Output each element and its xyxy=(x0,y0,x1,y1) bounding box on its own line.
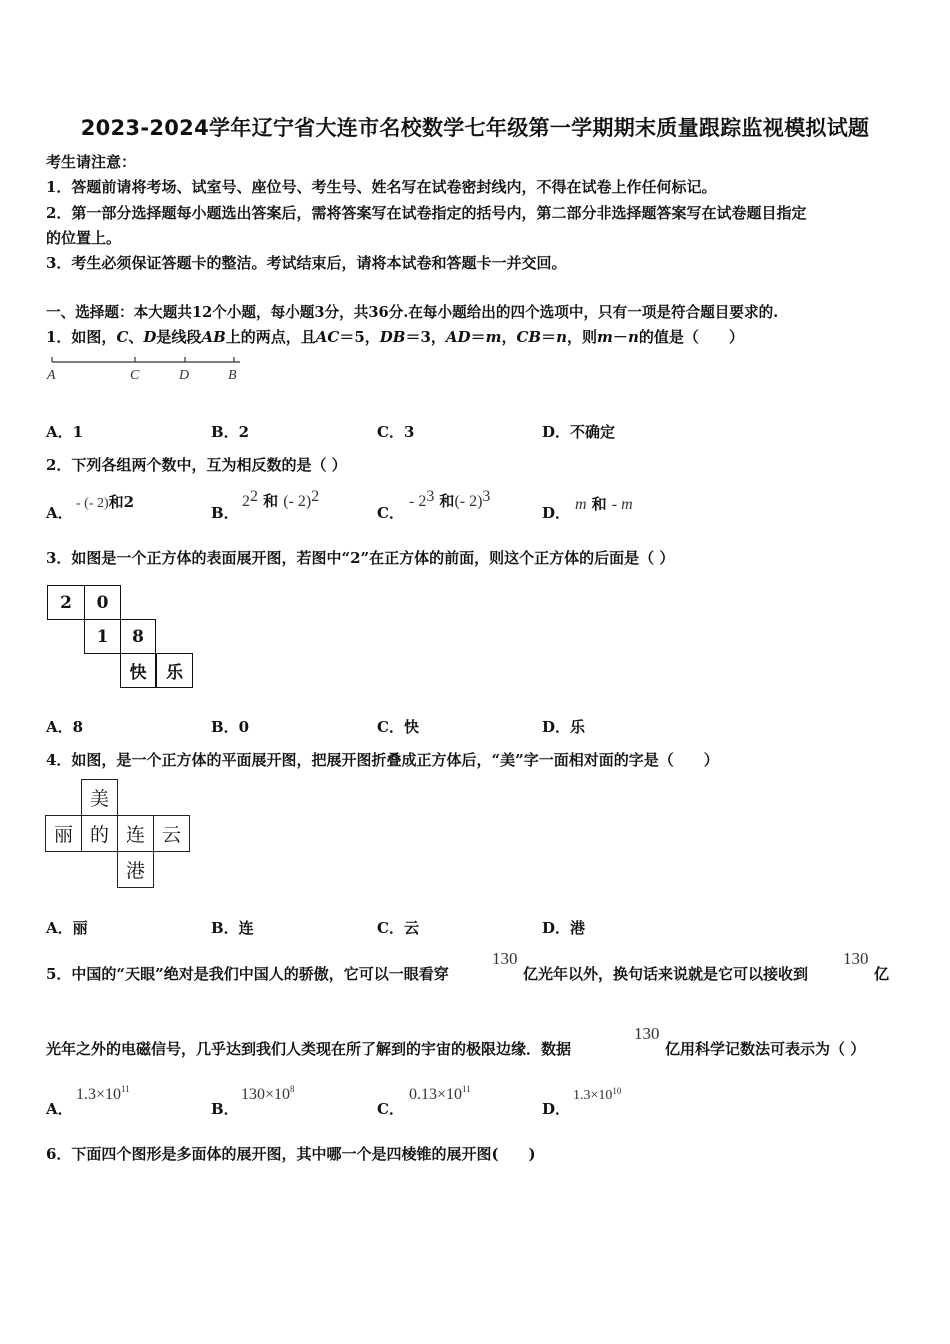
q4-net-cell-li: 丽 xyxy=(45,815,82,852)
q2-option-a-letter[interactable]: A． xyxy=(46,504,73,522)
q2-option-c-letter[interactable]: C． xyxy=(377,504,404,522)
question-5-line1c: 亿 xyxy=(874,965,890,983)
q5-option-d: $1.3\times 10^{10}$ xyxy=(573,1086,622,1103)
q4-net-cell-yun: 云 xyxy=(153,815,190,852)
q5-number-1: 130 xyxy=(492,949,518,968)
question-3-stem: 3．如图是一个正方体的表面展开图，若图中“2”在正方体的前面，则这个正方体的后面是（ ） xyxy=(46,549,675,567)
q5-number-3: 130 xyxy=(634,1024,660,1043)
q4-option-d[interactable]: D．港 xyxy=(542,919,586,937)
q4-net-cell-de: 的 xyxy=(81,815,118,852)
page-title: 2023-2024学年辽宁省大连市名校数学七年级第一学期期末质量跟踪监视模拟试题 xyxy=(80,116,870,140)
point-label-b: B xyxy=(228,368,237,383)
point-label-a: A xyxy=(47,368,56,383)
q4-net-cell-gang: 港 xyxy=(117,851,154,888)
q4-net-cell-lian: 连 xyxy=(117,815,154,852)
question-5-line2: 光年之外的电磁信号，几乎达到我们人类现在所了解到的宇宙的极限边缘．数据 xyxy=(46,1040,572,1058)
point-label-d: D xyxy=(179,368,190,383)
question-5-line2b: 亿用科学记数法可表示为（ ） xyxy=(665,1040,866,1058)
notice-item-1: 1．答题前请将考场、试室号、座位号、考生号、姓名写在试卷密封线内，不得在试卷上作任何标记。 xyxy=(46,178,717,196)
q3-net-cell-0: 0 xyxy=(84,585,121,620)
q5-option-b: $130\times 10^8$ xyxy=(241,1084,295,1103)
q3-net-cell-le: 乐 xyxy=(156,653,193,688)
q2-option-d-letter[interactable]: D． xyxy=(542,504,571,522)
point-label-c: C xyxy=(130,368,140,383)
q5-option-a: $1.3\times 10^{11}$ xyxy=(76,1084,130,1103)
q3-net-cell-kuai: 快 xyxy=(120,653,156,688)
q1-option-a[interactable]: A．1 xyxy=(46,423,84,441)
q3-option-a[interactable]: A．8 xyxy=(46,718,84,736)
q3-net-cell-8: 8 xyxy=(120,619,156,654)
q1-option-b[interactable]: B．2 xyxy=(211,423,250,441)
q5-option-b-letter[interactable]: B． xyxy=(211,1100,239,1118)
q1-option-d[interactable]: D．不确定 xyxy=(542,423,616,441)
q4-option-b[interactable]: B．连 xyxy=(211,919,254,937)
q2-option-d: m 和 - m xyxy=(575,495,633,513)
notice-item-3: 3．考生必须保证答题卡的整洁。考试结束后，请将本试卷和答题卡一并交回。 xyxy=(46,254,567,272)
section-heading: 一、选择题：本大题共12个小题，每小题3分，共36分.在每小题给出的四个选项中，只有一项是符合题目要求的. xyxy=(46,304,779,321)
q3-net-cell-1: 1 xyxy=(84,619,121,654)
question-4-stem: 4．如图，是一个正方体的平面展开图，把展开图折叠成正方体后，“美”字一面相对面的字是（ ） xyxy=(46,751,719,769)
question-1-stem: 1．如图，C、D是线段AB上的两点，且AC＝5，DB＝3，AD＝m，CB＝n，则m－n的值是（ ） xyxy=(46,328,744,346)
segment-figure xyxy=(44,355,254,387)
question-5-line1b: 亿光年以外，换句话来说就是它可以接收到 xyxy=(523,965,809,983)
q5-option-a-letter[interactable]: A． xyxy=(46,1100,73,1118)
q5-option-c-letter[interactable]: C． xyxy=(377,1100,404,1118)
q3-option-c[interactable]: C．快 xyxy=(377,718,419,736)
q4-net-cell-mei: 美 xyxy=(81,779,118,816)
q2-option-a: - (- 2)和2 xyxy=(76,493,135,511)
q3-option-d[interactable]: D．乐 xyxy=(542,718,586,736)
q5-number-2: 130 xyxy=(843,949,869,968)
q4-option-a[interactable]: A．丽 xyxy=(46,919,88,937)
question-2-stem: 2．下列各组两个数中，互为相反数的是（ ） xyxy=(46,456,347,474)
notice-item-2-cont: 的位置上。 xyxy=(46,229,122,247)
q2-option-c: - $2^3$ 和(- 2)$^3$ xyxy=(409,488,491,510)
q5-option-c: $0.13\times 10^{11}$ xyxy=(409,1084,471,1103)
notice-item-2: 2．第一部分选择题每小题选出答案后，需将答案写在试卷指定的括号内，第二部分非选择题答案写在试卷题目指定 xyxy=(46,204,807,222)
q3-option-b[interactable]: B．0 xyxy=(211,718,250,736)
notice-heading: 考生请注意： xyxy=(46,153,137,171)
q3-net-cell-2: 2 xyxy=(47,585,85,620)
q4-option-c[interactable]: C．云 xyxy=(377,919,419,937)
q5-option-d-letter[interactable]: D． xyxy=(542,1100,571,1118)
q2-option-b: $2^2$ 和 (- 2)$^2$ xyxy=(242,488,320,510)
q2-option-b-letter[interactable]: B． xyxy=(211,504,239,522)
question-6-stem: 6．下面四个图形是多面体的展开图，其中哪一个是四棱锥的展开图( ) xyxy=(46,1145,536,1163)
question-5-line1: 5．中国的“天眼”绝对是我们中国人的骄傲，它可以一眼看穿 xyxy=(46,965,449,983)
q1-option-c[interactable]: C．3 xyxy=(377,423,415,441)
